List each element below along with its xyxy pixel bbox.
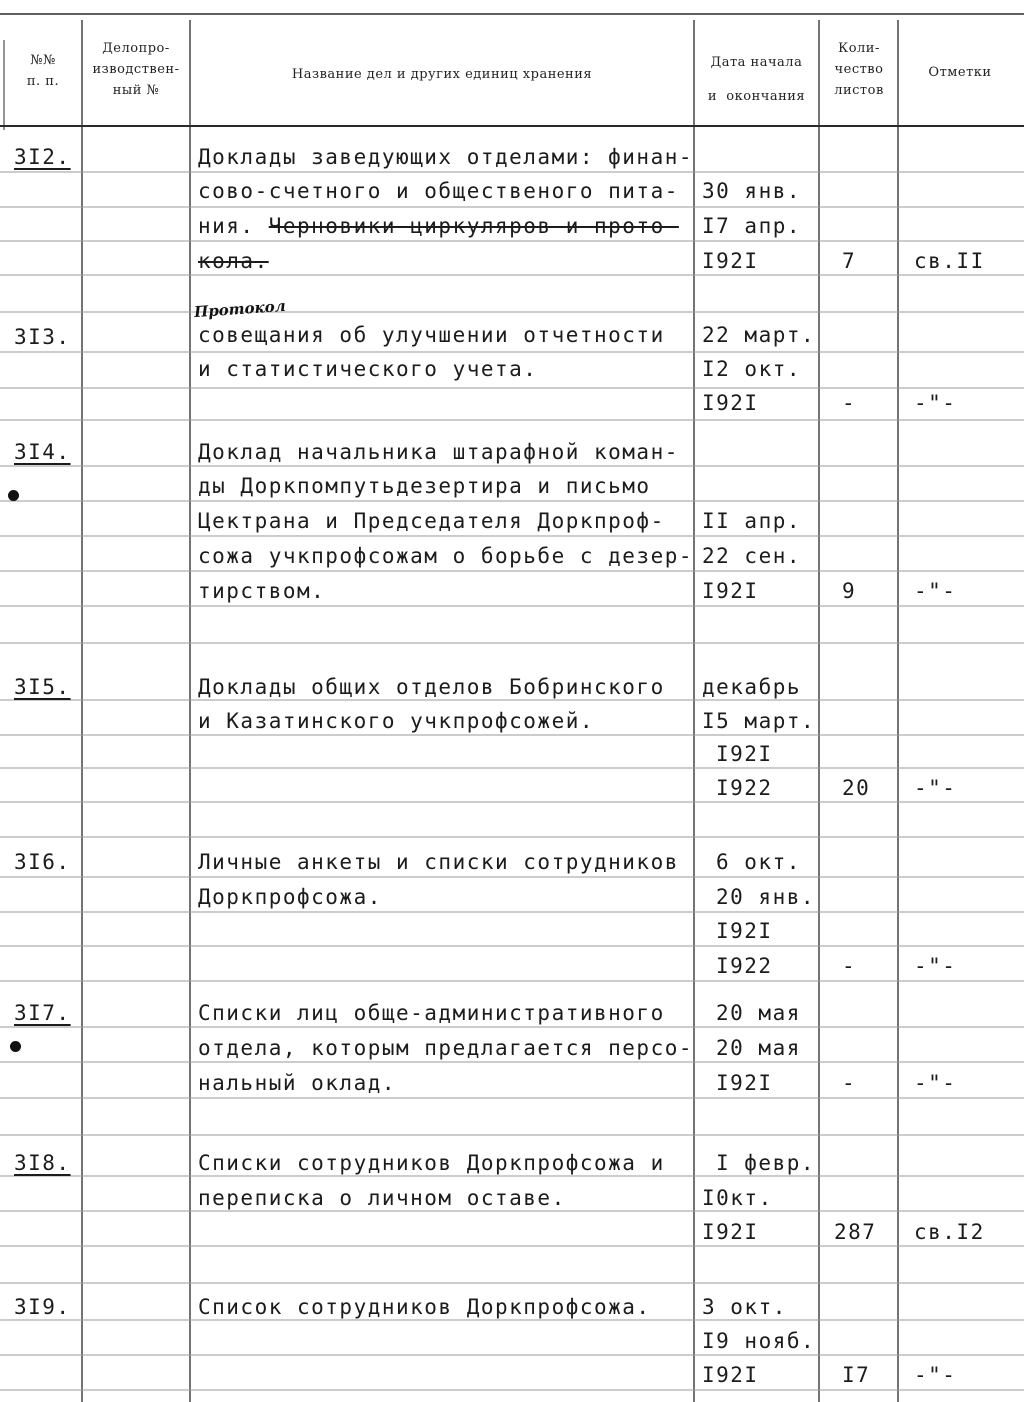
sheet-count: 287 (834, 1220, 877, 1244)
date-line: I2 окт. (702, 357, 802, 381)
item-title-line: Список сотрудников Доркпрофсожа. (198, 1295, 651, 1319)
header-col-number: №№ п. п. (26, 53, 60, 89)
item-title-line: тирством. (198, 579, 326, 603)
item-number: 3I4. (14, 440, 71, 464)
date-line: I февр. (716, 1151, 816, 1175)
item-title-line: отдела, которым предлагается персо- (198, 1036, 694, 1060)
item-title-line: кола. (198, 249, 269, 273)
notes: -"- (914, 579, 957, 603)
date-line: II апр. (702, 509, 802, 533)
date-line: I92I (716, 919, 773, 943)
item-number: 3I8. (14, 1151, 71, 1175)
header-col-sheets: Коли- чество листов (834, 41, 884, 98)
margin-dot (10, 1041, 21, 1052)
notes: св.I2 (914, 1220, 985, 1244)
item-number: 3I9. (14, 1295, 71, 1319)
item-number: 3I7. (14, 1001, 71, 1025)
item-title-line: сово-счетного и общественого пита- (198, 179, 679, 203)
date-line: 6 окт. (716, 850, 801, 874)
date-line: I5 март. (702, 709, 816, 733)
sheet-count: 9 (842, 579, 857, 603)
header-col-dates: Дата начала и окончания (707, 55, 806, 104)
date-line: I92I (702, 1363, 759, 1387)
date-line: I7 апр. (702, 214, 802, 238)
item-title-line: переписка о личном оставе. (198, 1186, 566, 1210)
date-line: I9 нояб. (702, 1329, 816, 1353)
date-line: 22 март. (702, 323, 816, 347)
date-line: 20 мая (716, 1036, 801, 1060)
item-title-line (198, 209, 679, 243)
date-line: I922 (716, 776, 773, 800)
date-line: 3 окт. (702, 1295, 787, 1319)
date-line: 30 янв. (702, 179, 802, 203)
item-title-line: и Казатинского учкпрофсожей. (198, 709, 595, 733)
item-number: 3I5. (14, 675, 71, 699)
item-number: 3I3. (14, 325, 71, 349)
item-title-line: Доклад начальника штарафной коман- (198, 440, 679, 464)
item-title-line: Личные анкеты и списки сотрудников (198, 850, 679, 874)
date-line: I92I (716, 742, 773, 766)
item-title-line: сожа учкпрофсожам о борьбе с дезер- (198, 544, 694, 568)
date-line: I922 (716, 954, 773, 978)
date-line: декабрь (702, 675, 802, 699)
notes: -"- (914, 776, 957, 800)
item-title-line: Списки сотрудников Доркпрофсожа и (198, 1151, 665, 1175)
sheet-count: 20 (842, 776, 871, 800)
margin-dot (8, 490, 19, 501)
notes: -"- (914, 954, 957, 978)
header-col-office-number: Делопро- изводствен- ный № (92, 41, 180, 98)
header-col-title: Название дел и других единиц хранения (291, 67, 593, 82)
sheet-count: - (842, 954, 857, 978)
item-title-line: Доркпрофсожа. (198, 885, 382, 909)
date-line: 20 мая (716, 1001, 801, 1025)
sheet-count: I7 (842, 1363, 871, 1387)
notes: -"- (914, 1363, 957, 1387)
sheet-count: 7 (842, 249, 857, 273)
header-col-notes: Отметки (928, 65, 992, 80)
date-line: I92I (702, 579, 759, 603)
item-title-line: Цектрана и Председателя Доркпроф- (198, 509, 665, 533)
date-line: 20 янв. (716, 885, 816, 909)
item-title-line: Списки лиц обще-административного (198, 1001, 665, 1025)
notes: -"- (914, 391, 957, 415)
sheet-count: - (842, 1071, 857, 1095)
sheet-count: - (842, 391, 857, 415)
item-title-line: и статистического учета. (198, 357, 538, 381)
item-title-line: совещания об улучшении отчетности (198, 323, 665, 347)
item-title-line: ды Доркпомпутьдезертира и письмо (198, 474, 651, 498)
item-title-line: Доклады заведующих отделами: финан- (198, 145, 694, 169)
date-line: I92I (702, 391, 759, 415)
date-line: I92I (716, 1071, 773, 1095)
notes: св.II (914, 249, 985, 273)
notes: -"- (914, 1071, 957, 1095)
item-number: 3I6. (14, 850, 71, 874)
handwritten-note: Протокол (193, 296, 287, 322)
date-line: I92I (702, 249, 759, 273)
item-title-line: нальный оклад. (198, 1071, 397, 1095)
date-line: 22 сен. (702, 544, 802, 568)
title-text: ния. (198, 214, 269, 238)
item-title-line: Доклады общих отделов Бобринского (198, 675, 665, 699)
date-line: I92I (702, 1220, 759, 1244)
item-number: 3I2. (14, 145, 71, 169)
struck-text: Черновики циркуляров и прото- (268, 214, 679, 238)
date-line: I0кт. (702, 1186, 773, 1210)
